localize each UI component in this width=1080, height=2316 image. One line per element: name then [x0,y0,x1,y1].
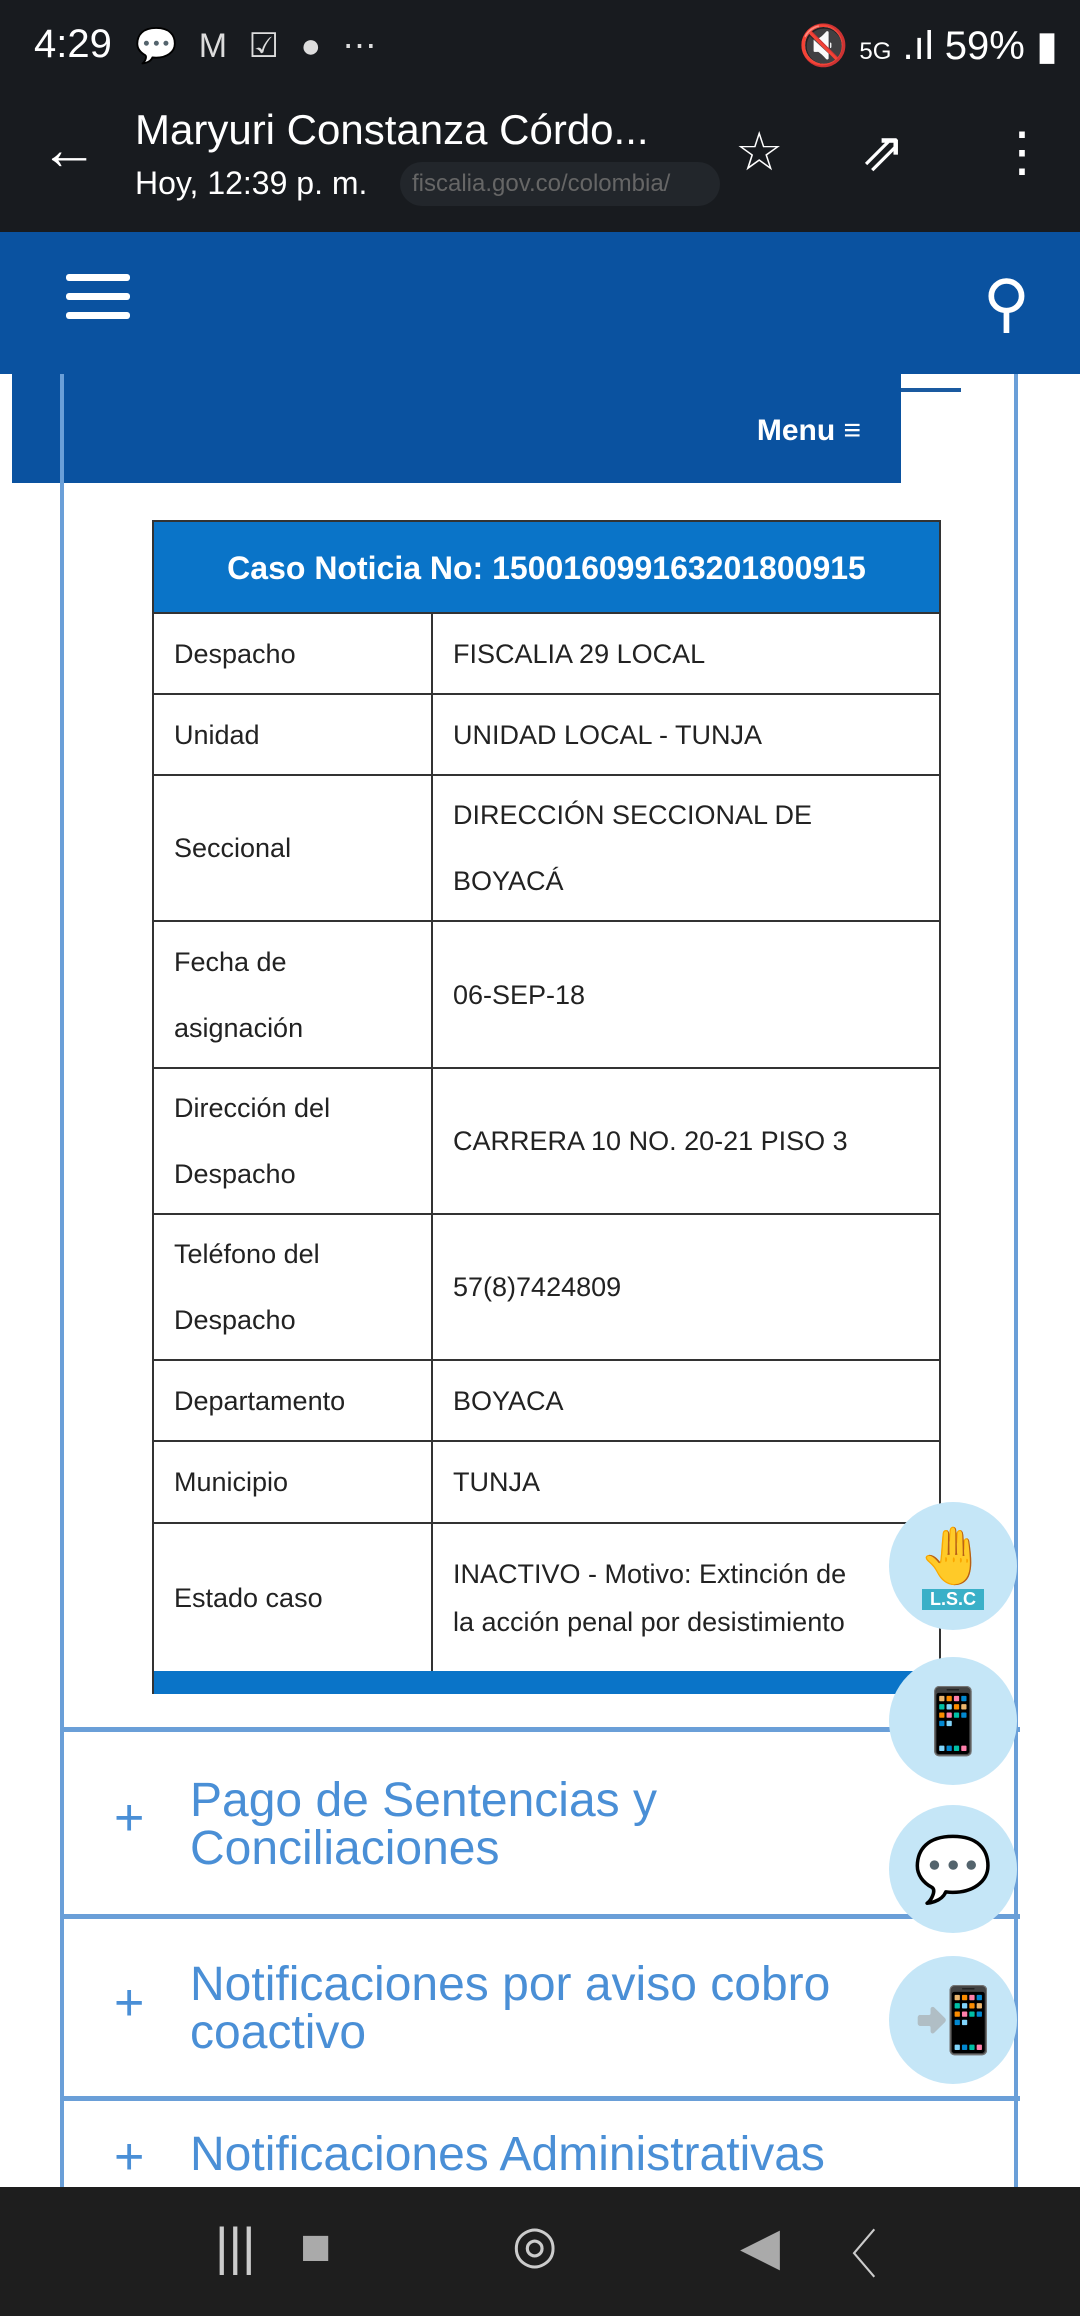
accordion-label: Pago de Sentencias y Conciliaciones [190,1774,657,1875]
phone-call-icon: 📱 [913,1684,993,1757]
status-bar [0,0,1080,96]
clock: 4:29 [34,22,112,66]
home-icon[interactable]: ◎ [512,2216,558,2274]
navigation-bar [0,2187,1080,2316]
row-label: Teléfono del Despacho [154,1215,433,1359]
mute-icon: 🔇 [798,24,849,68]
row-value: TUNJA [453,1467,540,1497]
status-right [798,22,1058,69]
row-label: Seccional [154,776,433,920]
network-badge: 5G [859,38,892,65]
accordion-label: Notificaciones por aviso cobro coactivo [190,1958,831,2059]
timestamp: Hoy, 12:39 p. m. [135,165,368,201]
chat-title: Maryuri Constanza Córdo... [135,106,649,153]
signal-icon: .ıl [902,24,934,68]
search-icon[interactable]: ⚲ [983,267,1030,339]
row-label: Dirección del Despacho [154,1069,433,1213]
accordion-item-pago-sentencias[interactable] [62,1727,1020,1916]
back-icon[interactable]: 〈 [825,2227,878,2285]
hands-icon: 🤚 [918,1523,988,1587]
row-label: Departamento [154,1361,433,1440]
row-label: Estado caso [154,1524,433,1671]
plus-icon: + [114,2128,145,2186]
accordion-item-notificaciones-admin[interactable] [62,2096,1020,2187]
row-value: INACTIVO - Motivo: Extinción de la acción penal por desistimiento [453,1558,847,1637]
battery-level: 59% [944,24,1025,68]
row-label: Fecha de asignación [154,922,433,1067]
play-back-icon[interactable]: ◀ [740,2218,780,2276]
table-row [154,1215,939,1361]
accordion-label: Notificaciones Administrativas [190,2128,825,2181]
hamburger-icon[interactable] [66,274,130,331]
row-label: Despacho [154,614,433,693]
table-row [154,614,939,695]
table-row [154,776,939,922]
table-row [154,1524,939,1671]
phone-message-icon: 📲 [913,1983,993,2056]
table-row [154,1442,939,1524]
table-row [154,1361,939,1442]
star-icon[interactable]: ☆ [735,122,784,182]
site-header [0,232,1080,374]
back-arrow-icon[interactable]: ← [40,117,98,182]
url-bar[interactable]: fiscalia.gov.co/colombia/ [400,162,720,206]
row-value: UNIDAD LOCAL - TUNJA [453,719,763,750]
stop-icon[interactable]: ■ [300,2218,332,2276]
row-label: Unidad [154,695,433,774]
row-value: 57(8)7424809 [453,1272,622,1302]
plus-icon: + [114,1974,145,2032]
row-label: Municipio [154,1442,433,1522]
sign-language-button[interactable] [889,1502,1017,1630]
table-row [154,695,939,776]
row-value: DIRECCIÓN SECCIONAL DE BOYACÁ [453,800,813,896]
case-header: Caso Noticia No: 150016099163201800915 [154,522,939,614]
row-value: FISCALIA 29 LOCAL [453,638,706,669]
row-value: CARRERA 10 NO. 20-21 PISO 3 [453,1126,848,1156]
table-row [154,1069,939,1215]
row-value: 06-SEP-18 [453,979,586,1010]
chat-button[interactable] [889,1805,1017,1933]
message-button[interactable] [889,1956,1017,2084]
battery-icon: ▮ [1035,24,1058,68]
table-row [154,922,939,1069]
chat-bubbles-icon: 💬 [913,1832,993,1905]
row-value: BOYACA [453,1385,564,1416]
accordion-item-notificaciones-cobro[interactable] [62,1914,1020,2098]
case-table [152,520,941,1694]
more-vert-icon[interactable]: ⋮ [995,122,1049,182]
app-bar [0,96,1080,232]
menu-button[interactable]: Menu ≡ [12,374,901,483]
divider [901,388,961,392]
table-footer [154,1671,939,1694]
call-button[interactable] [889,1657,1017,1785]
plus-icon: + [114,1789,145,1847]
share-icon[interactable]: ⇗ [860,122,906,182]
notification-icons: 💬 M ☑ ● ⋯ [135,27,383,65]
lsc-label: L.S.C [922,1589,984,1610]
recents-icon[interactable]: ||| [215,2218,256,2276]
